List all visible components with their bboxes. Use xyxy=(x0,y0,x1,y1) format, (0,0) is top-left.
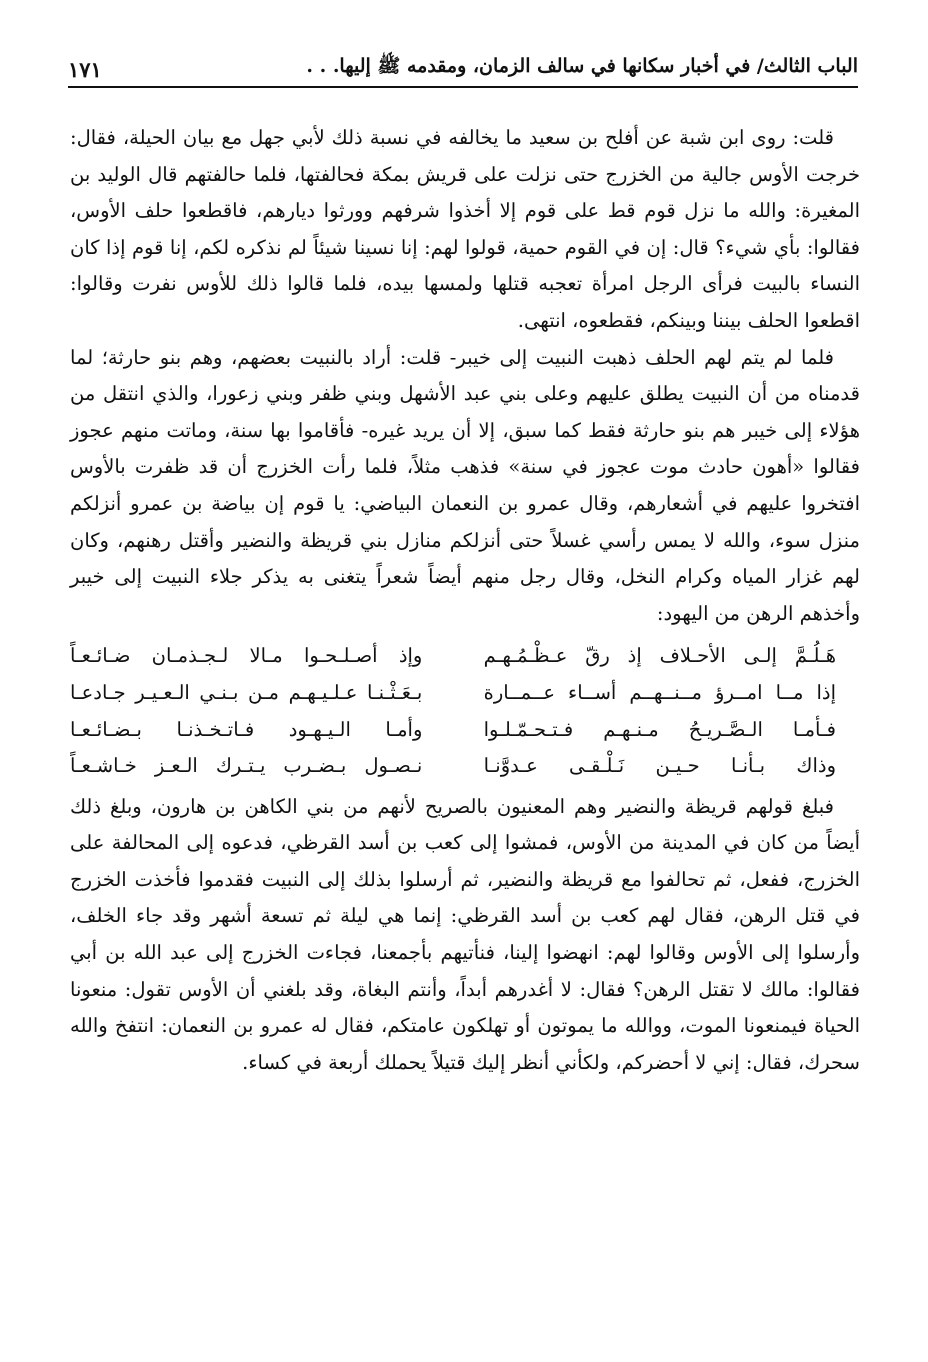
running-title: الباب الثالث/ في أخبار سكانها في سالف الزمان، ومقدمه ﷺ إليها. . . xyxy=(306,55,858,77)
verse-3-first-hemistich: فـأمـا الـصَّـريـحُ مـنـهـم فـتـحـمّـلـوا xyxy=(483,717,836,741)
paragraph-2: فلما لم يتم لهم الحلف ذهبت النبيت إلى خيبر- قلت: أراد بالنبيت بعضهم، وهم بنو حارثة؛ لما قدمناه من أن النبيت يطلق عليهم وعلى بني عبد الأشهل وبني ظفر وبني زعورا، والذي انتقل من هؤلاء إلى خيبر هم بنو حارثة فقط كما سبق، إلا أن يريد غيره- فأقاموا بها سنة، وماتت منهم عجوز فقالوا «أهون حادث موت عجوز في سنة» فذهب مثلاً، فلما رأت الخزرج أن قد ظفرت بالأوس افتخروا عليهم في أشعارهم، وقال عمرو بن النعمان البياضي: يا قوم إن بياضة بن عمرو أنزلكم منزل سوء، والله لا يمس رأسي غسلاً حتى أنزلكم منازل بني قريظة والنضير وأقتل رهنهم، وكان لهم غزار المياه وكرام النخل، وقال رجل منهم أيضاً شعراً يتغنى به يذكر جلاء النبيت إلى خيبر وأخذهم الرهن من اليهود: xyxy=(70,345,860,625)
verse-1-second-hemistich: وإذ أصـلـحـوا مـالا لـجـذمـان ضـائـعـاً xyxy=(70,644,423,668)
verse-3 xyxy=(70,712,836,749)
verse-1-first-hemistich: هَـلُـمَّ إلـى الأحـلاف إذ رقّ عـظْـمُـهـم xyxy=(483,644,836,668)
poem xyxy=(70,638,860,784)
verse-2-second-hemistich: بـعَـثْـنـا عـلـيـهـم مـن بـنـي الـعـيـر جـادعـا xyxy=(70,680,423,704)
body-text xyxy=(70,120,860,1081)
verse-4-first-hemistich: وذاك بـأنـا حـيـن نَـلْـقـى عـدوَّنـا xyxy=(483,754,836,778)
verse-2-first-hemistich: إذا مــا امــرؤ مــنــهــم أســاء عــمــارة xyxy=(483,680,836,704)
verse-3-second-hemistich: وأمـا الـيـهـود فـاتـخـذنـا بـضـائـعـا xyxy=(70,717,423,741)
verse-4-second-hemistich: نـصـول بـضـرب يـتـرك الـعـز خـاشـعـاً xyxy=(70,754,423,778)
paragraph-1: قلت: روى ابن شبة عن أفلح بن سعيد ما يخالفه في نسبة ذلك لأبي جهل مع بيان الحيلة، فقال: خرجت الأوس جالية من الخزرج حتى نزلت على قريش بمكة فحالفتها، فلما حالفتهم قال الوليد بن المغيرة: والله ما نزل قوم قط على قوم إلا أخذوا شرفهم وورثوا ديارهم، فاقطعوا حلف الأوس، فقالوا: بأي شيء؟ قال: إن في القوم حمية، قولوا لهم: إنا نسينا شيئاً لم نذكره لكم، إنا قوم إذا كان النساء بالبيت فرأى الرجل امرأة تعجبه قتلها ولمسها بيده، فلما قالوا ذلك للأوس نفرت وقالوا: اقطعوا الحلف بيننا وبينكم، فقطعوه، انتهى. xyxy=(70,126,861,332)
running-header xyxy=(68,48,858,88)
verse-1 xyxy=(70,638,836,675)
verse-2 xyxy=(70,675,836,712)
verse-4 xyxy=(70,748,836,785)
paragraph-3: فبلغ قولهم قريظة والنضير وهم المعنيون بالصريح لأنهم من بني الكاهن بن هارون، وبلغ ذلك أيضاً من كان في المدينة من الأوس، فمشوا إلى كعب بن أسد القرظي، فدعوه إلى المحالفة على الخزرج، ففعل، ثم تحالفوا مع قريظة والنضير، ثم أرسلوا بذلك إلى النبيت فقدموا فأخذت الخزرج في قتل الرهن، فقال لهم كعب بن أسد القرظي: إنما هي ليلة ثم تسعة أشهر وقد جاء الخلف، وأرسلوا إلى الأوس وقالوا لهم: انهضوا إلينا، فنأتيهم بأجمعنا، فجاءت الخزرج إلى عبد الله بن أبي فقالوا: مالك لا تقتل الرهن؟ فقال: لا أغدرهم أبداً، وأنتم البغاة، وقد بلغني أن الأوس تقول: منعونا الحياة فيمنعونا الموت، ووالله ما يموتون أو تهلكون عامتكم، فقال له عمرو بن النعمان: انتفخ والله سحرك، فقال: إني لا أحضركم، ولكأني أنظر إليك قتيلاً يحملك أربعة في كساء. xyxy=(70,794,860,1074)
page-number: ١٧١ xyxy=(68,57,102,82)
